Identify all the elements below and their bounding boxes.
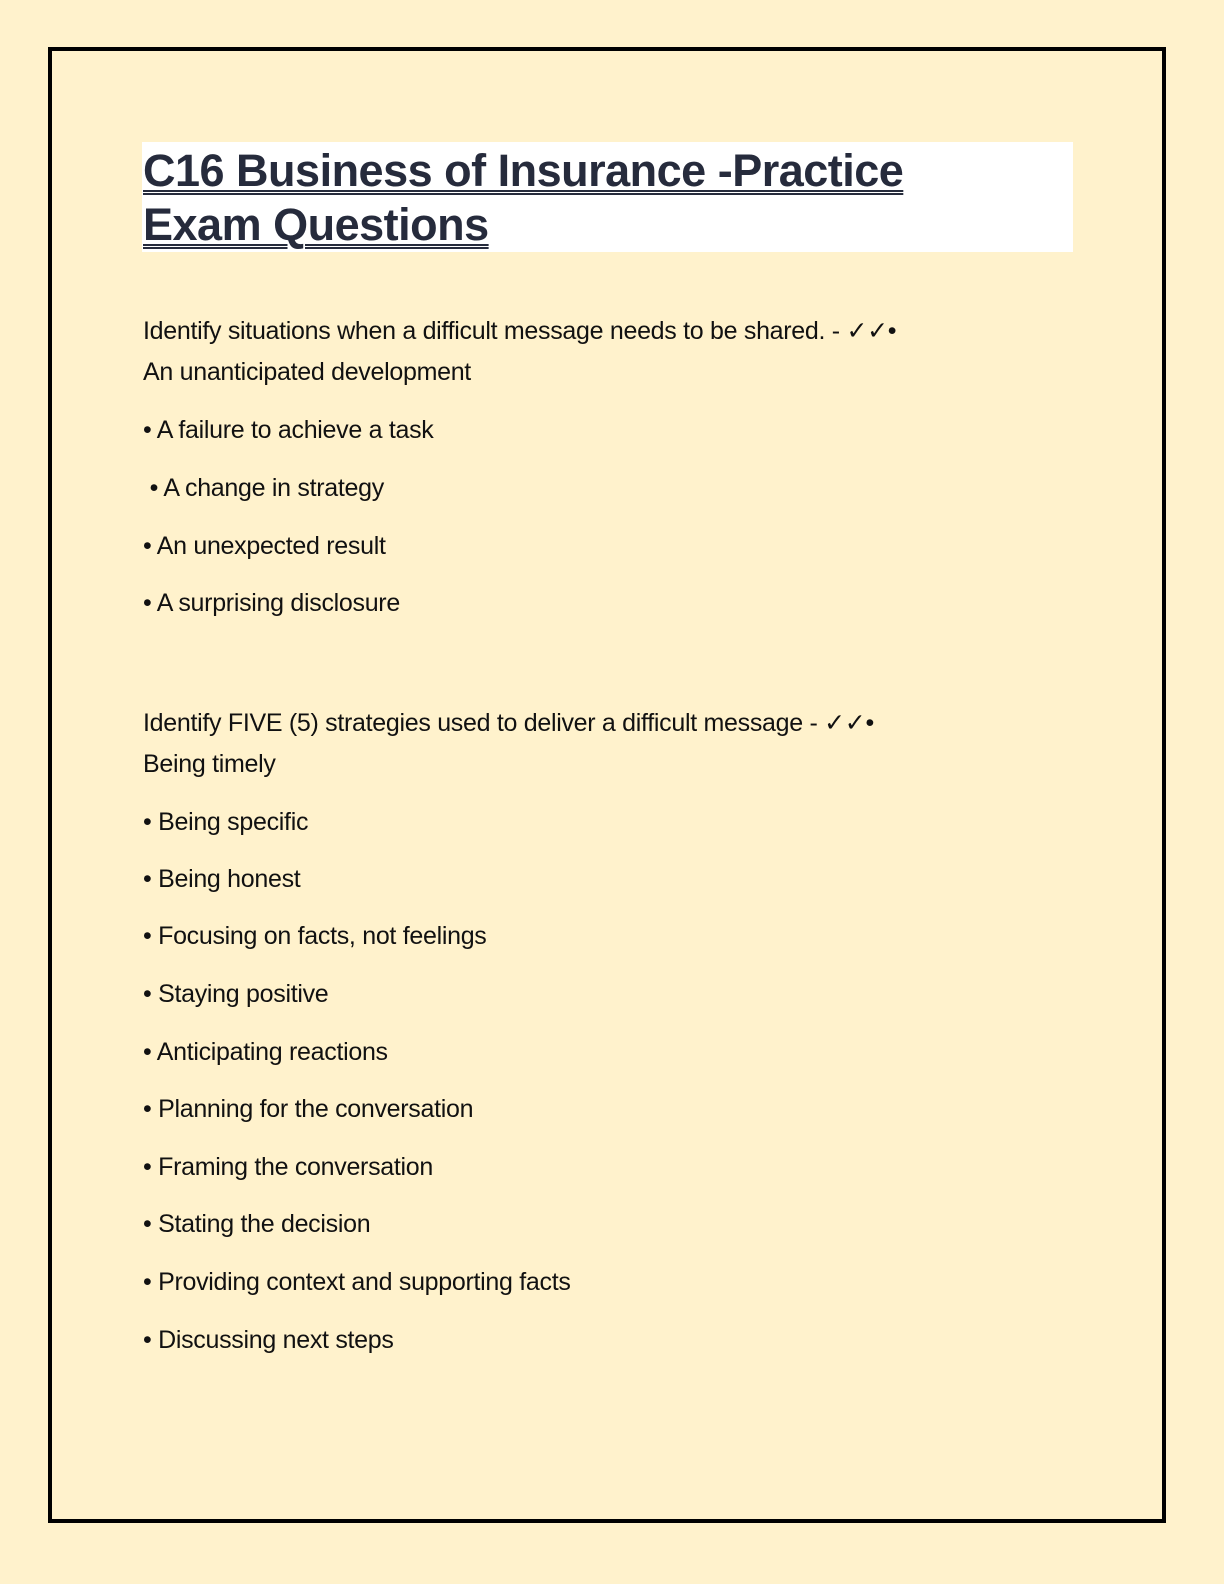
answer-line: • A change in strategy <box>143 474 384 502</box>
answer-line: • Discussing next steps <box>143 1326 394 1354</box>
answer-line: • Providing context and supporting facts <box>143 1268 571 1296</box>
title-line: Exam Questions <box>143 199 489 250</box>
question-2: Identify FIVE (5) strategies used to deliver a difficult message - ✓✓• <box>143 709 874 737</box>
title-line: C16 Business of Insurance -Practice <box>143 145 904 196</box>
question-1: Identify situations when a difficult message needs to be shared. - ✓✓• <box>143 317 897 345</box>
answer-line: Being timely <box>143 750 276 778</box>
answer-line: An unanticipated development <box>143 358 471 386</box>
answer-line: • Being honest <box>143 865 301 893</box>
document-title <box>143 144 903 252</box>
answer-line: • Staying positive <box>143 980 329 1008</box>
answer-line: • A surprising disclosure <box>143 589 400 617</box>
answer-line: • Anticipating reactions <box>143 1038 388 1066</box>
answer-line: • Planning for the conversation <box>143 1095 474 1123</box>
answer-line: • Stating the decision <box>143 1210 371 1238</box>
answer-line: • Focusing on facts, not feelings <box>143 922 487 950</box>
answer-line: • A failure to achieve a task <box>143 416 434 444</box>
answer-line: • Framing the conversation <box>143 1153 433 1181</box>
answer-line: • An unexpected result <box>143 532 386 560</box>
answer-line: • Being specific <box>143 808 309 836</box>
page-border <box>48 47 1166 1523</box>
